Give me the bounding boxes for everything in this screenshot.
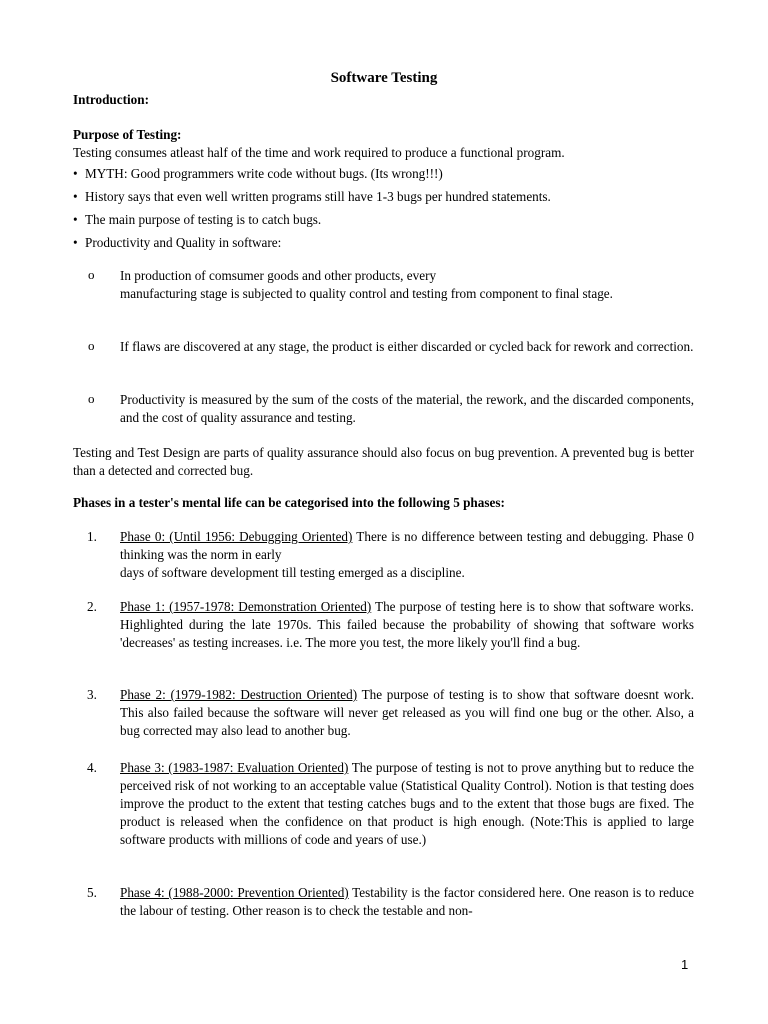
phase-label: Phase 4: (1988-2000: Prevention Oriented) — [120, 885, 349, 900]
sub-bullet-line: In production of comsumer goods and other products, every — [120, 268, 437, 283]
phase-item — [120, 686, 694, 740]
phase-item — [120, 598, 694, 652]
phase-number: 1. — [87, 529, 97, 544]
circle-bullet-icon: o — [88, 267, 95, 282]
phase-item — [120, 884, 694, 920]
page-title: Software Testing — [330, 70, 438, 86]
sub-bullet-text: If flaws are discovered at any stage, the product is either discarded or cycled back for rework and correction. — [120, 339, 694, 354]
circle-bullet-icon: o — [88, 338, 95, 353]
phase-label: Phase 2: (1979-1982: Destruction Oriented) — [120, 687, 358, 702]
bullet-glyph: • — [73, 189, 78, 204]
phase-number: 5. — [87, 885, 97, 900]
introduction-heading: Introduction: — [73, 92, 149, 107]
sub-bullet-text: Productivity is measured by the sum of the costs of the material, the rework, and the discarded components, and the cost of quality assurance and testing. — [120, 392, 694, 425]
purpose-intro: Testing consumes atleast half of the time and work required to produce a functional program. — [73, 145, 565, 160]
bullet-text: History says that even well written programs still have 1-3 bugs per hundred statements. — [85, 189, 551, 204]
bullet-item — [73, 211, 693, 229]
phase-label: Phase 0: (Until 1956: Debugging Oriented) — [120, 529, 353, 544]
bullet-text: Productivity and Quality in software: — [85, 235, 282, 250]
phase-text: There is no difference between testing and debugging. Phase 0 thinking was the norm in early — [120, 529, 694, 562]
phases-heading: Phases in a tester's mental life can be categorised into the following 5 phases: — [73, 495, 505, 510]
bullet-glyph: • — [73, 235, 78, 250]
bullet-text: The main purpose of testing is to catch bugs. — [85, 212, 322, 227]
phase-number: 3. — [87, 687, 97, 702]
bullet-glyph: • — [73, 166, 78, 181]
bullet-item — [73, 165, 693, 183]
phase-continuation: days of software development till testing emerged as a discipline. — [120, 565, 465, 580]
design-paragraph: Testing and Test Design are parts of quality assurance should also focus on bug prevention. A prevented bug is better than a detected and corrected bug. — [73, 445, 694, 478]
phase-item — [120, 759, 694, 849]
circle-bullet-icon: o — [88, 391, 95, 406]
phase-item — [120, 528, 694, 582]
phase-label: Phase 1: (1957-1978: Demonstration Oriented) — [120, 599, 372, 614]
phase-text: The purpose of testing is not to prove anything but to reduce the perceived risk of not working to an acceptable value (Statistical Quality Control). Notion is that testing does improve the product to the extent that testing catches bugs and to the extent that those bugs are fixed. The product is released when the confidence on that product is high enough. (Note:This is applied to large software products with millions of code and years of use.) — [120, 760, 694, 847]
phase-number: 4. — [87, 760, 97, 775]
bullet-item — [73, 188, 693, 206]
bullet-text: MYTH: Good programmers write code without bugs. (Its wrong!!!) — [85, 166, 443, 181]
bullet-glyph: • — [73, 212, 78, 227]
phase-number: 2. — [87, 599, 97, 614]
page-number: 1 — [681, 957, 689, 972]
bullet-item — [73, 234, 693, 252]
phase-text: Testability is the factor considered here. One reason is to reduce the labour of testing. Other reason is to check the testable and non- — [120, 885, 695, 918]
sub-bullet-item — [120, 267, 694, 303]
sub-bullet-text: manufacturing stage is subjected to quality control and testing from component to final stage. — [120, 286, 613, 301]
phase-text: The purpose of testing is to show that software doesnt work. This also failed because the software will never get released as you will find one bug or the other. Also, a bug corrected may also lead to another bug. — [120, 687, 694, 738]
purpose-heading: Purpose of Testing: — [73, 127, 182, 142]
phase-label: Phase 3: (1983-1987: Evaluation Oriented) — [120, 760, 349, 775]
phase-text: The purpose of testing here is to show that software works. Highlighted during the late 1970s. This failed because the probability of showing that software works 'decreases' as testing increases. i.e. The more you test, the more likely you'll find a bug. — [120, 599, 694, 650]
